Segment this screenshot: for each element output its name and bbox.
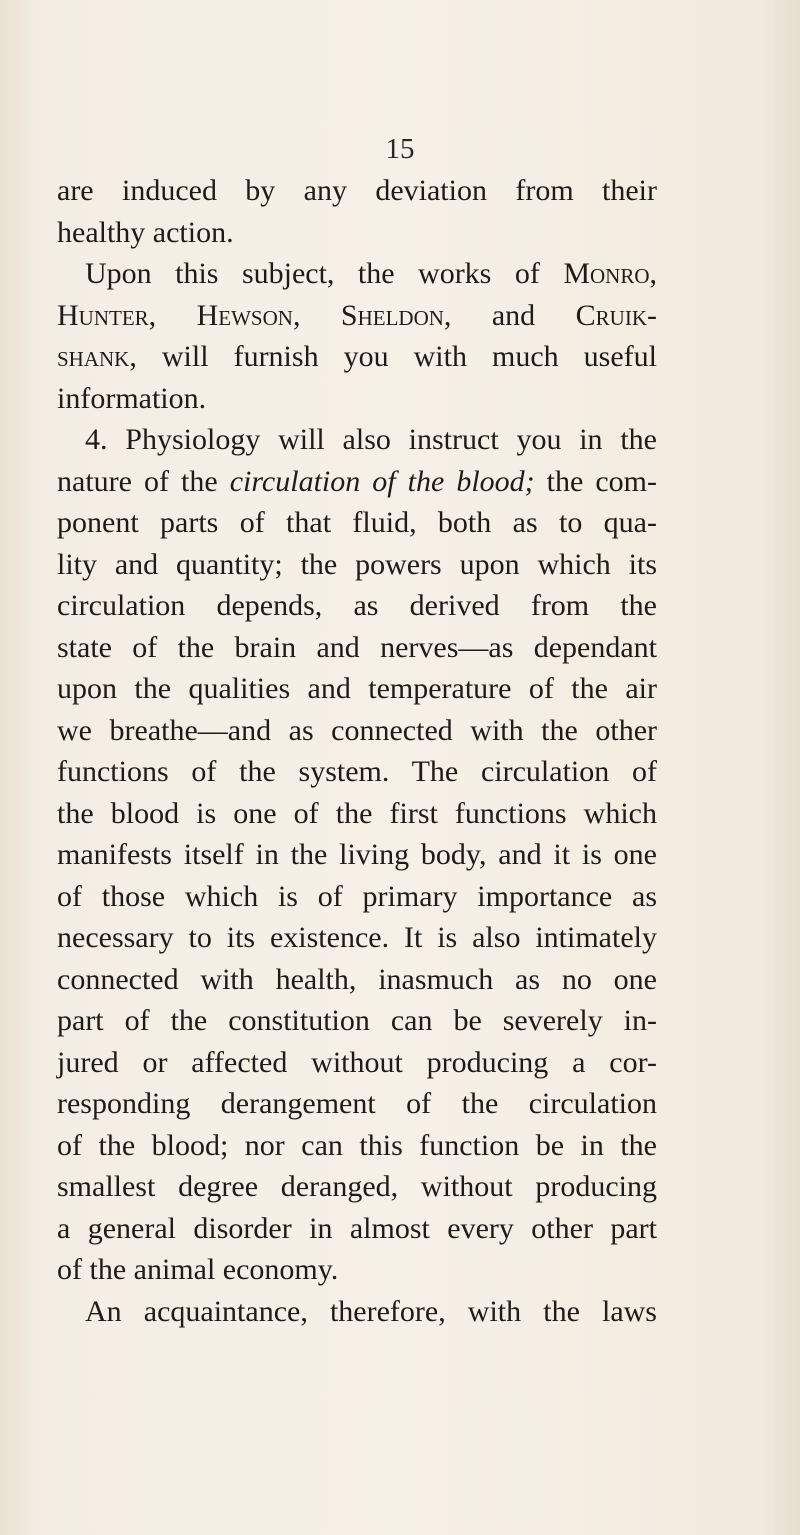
text-line — [57, 834, 657, 876]
text-line — [57, 170, 657, 212]
text-line — [57, 419, 657, 461]
text-line — [57, 710, 657, 752]
text-segment: necessary to its existence. It is also intimately — [57, 921, 657, 954]
text-line — [57, 1042, 657, 1084]
text-line — [57, 295, 657, 337]
text-segment: nature of the — [57, 464, 230, 498]
text-line — [57, 1208, 657, 1250]
text-line — [57, 212, 657, 254]
text-line — [57, 751, 657, 793]
text-line — [57, 1291, 657, 1333]
text-segment: jured or affected without producing a cor- — [57, 1045, 657, 1079]
text-segment: healthy action. — [57, 215, 234, 249]
text-segment: of the animal economy. — [57, 1253, 339, 1286]
text-line — [57, 1083, 657, 1125]
text-segment: Monro, — [563, 257, 657, 290]
text-segment: lity and quantity; the powers upon which its — [57, 547, 657, 581]
text-line — [57, 336, 657, 378]
text-segment: responding derangement of the circulation — [57, 1087, 657, 1120]
text-line — [57, 461, 657, 503]
text-line — [57, 668, 657, 710]
text-segment: upon the qualities and temperature of the air — [57, 672, 657, 705]
text-segment: circulation depends, as derived from the — [57, 589, 657, 622]
text-line — [57, 876, 657, 918]
page-number: 15 — [385, 133, 415, 165]
text-segment: An acquaintance, therefore, with the laws — [85, 1294, 657, 1328]
text-segment: we breathe—and as connected with the other — [57, 713, 657, 747]
text-segment: ponent parts of that fluid, both as to qua- — [57, 506, 657, 539]
text-line — [57, 544, 657, 586]
text-segment: the blood is one of the first functions which — [57, 796, 657, 830]
text-segment: 4. Physiology will also instruct you in the — [85, 423, 657, 456]
text-segment: smallest degree deranged, without producing — [57, 1170, 657, 1203]
text-line — [57, 627, 657, 669]
text-segment: functions of the system. The circulation of — [57, 755, 657, 788]
text-line — [57, 1000, 657, 1042]
text-line — [57, 253, 657, 295]
text-line — [57, 917, 657, 959]
text-segment: circulation of the blood; — [229, 464, 535, 498]
text-segment: part of the constitution can be severely in- — [57, 1004, 657, 1037]
text-segment: state of the brain and nerves—as dependant — [57, 630, 657, 664]
body-text — [57, 170, 657, 1332]
text-line — [57, 793, 657, 835]
text-line — [57, 1125, 657, 1167]
text-segment: manifests itself in the living body, and it is one — [57, 838, 657, 871]
text-line — [57, 1249, 657, 1291]
text-segment: Upon this subject, the works of — [85, 257, 564, 290]
text-segment: Cruik- — [575, 298, 657, 332]
text-line — [57, 959, 657, 1001]
text-line — [57, 1166, 657, 1208]
text-segment: information. — [57, 381, 207, 415]
text-segment: Hunter, Hewson, Sheldon, — [57, 298, 452, 332]
text-segment: a general disorder in almost every other part — [57, 1211, 657, 1245]
text-segment: connected with health, inasmuch as no one — [57, 962, 657, 996]
text-segment: will furnish you with much useful — [136, 340, 657, 373]
text-line — [57, 502, 657, 544]
text-segment: are induced by any deviation from their — [57, 174, 657, 207]
text-line — [57, 585, 657, 627]
text-segment: and — [451, 298, 576, 332]
text-segment: shank, — [57, 340, 137, 373]
text-line — [57, 378, 657, 420]
text-segment: the com- — [534, 464, 657, 498]
text-segment: of those which is of primary importance as — [57, 879, 657, 913]
text-segment: of the blood; nor can this function be in the — [57, 1128, 657, 1162]
